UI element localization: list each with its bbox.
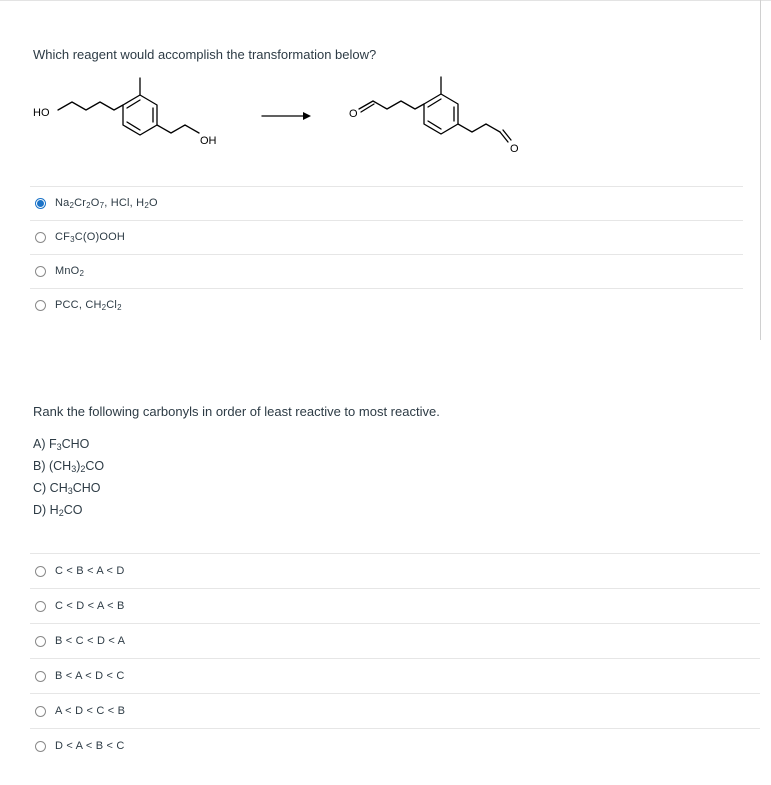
option-label: C < D < A < B — [55, 600, 125, 612]
ranking-option-4[interactable] — [30, 658, 760, 693]
radio-button[interactable] — [35, 671, 46, 682]
question-2-text: Rank the following carbonyls in order of least reactive to most reactive. — [33, 404, 440, 419]
radio-button[interactable] — [35, 300, 46, 311]
ranking-option-1[interactable] — [30, 553, 760, 588]
question-1-text: Which reagent would accomplish the transformation below? — [33, 47, 377, 62]
radio-button[interactable] — [35, 266, 46, 277]
radio-button[interactable] — [35, 636, 46, 647]
option-label: B < A < D < C — [55, 670, 125, 682]
option-label: $Na_2Cr_2O_7$, HCl, $H_2O$ — [55, 197, 158, 210]
option-label: $CF_3C(O)OOH$ — [55, 231, 126, 244]
question-2-options — [30, 553, 760, 763]
reagent-option-3[interactable] — [30, 254, 743, 288]
option-label: C < B < A < D — [55, 565, 125, 577]
ranking-option-2[interactable] — [30, 588, 760, 623]
reagent-option-4[interactable] — [30, 288, 743, 322]
radio-button[interactable] — [35, 741, 46, 752]
option-label: D < A < B < C — [55, 740, 125, 752]
radio-button[interactable] — [35, 706, 46, 717]
top-divider — [0, 0, 771, 1]
question-1-options — [30, 186, 743, 322]
reagent-option-2[interactable] — [30, 220, 743, 254]
ranking-option-5[interactable] — [30, 693, 760, 728]
reactant-oh-label: OH — [200, 135, 217, 147]
reactant-ho-label: HO — [33, 107, 50, 119]
radio-button[interactable] — [35, 232, 46, 243]
reagent-option-1[interactable] — [30, 186, 743, 220]
carbonyl-item: C) $CH_3CHO$ — [33, 481, 101, 496]
arrow-head — [303, 112, 311, 120]
carbonyl-item: D) $H_2CO$ — [33, 503, 83, 518]
scrollbar-track[interactable] — [760, 0, 761, 340]
option-label: A < D < C < B — [55, 705, 126, 717]
carbonyl-list — [33, 433, 104, 521]
ranking-option-3[interactable] — [30, 623, 760, 658]
carbonyl-item: A) $F_3CHO$ — [33, 437, 90, 452]
radio-button[interactable] — [35, 566, 46, 577]
reaction-scheme — [0, 70, 560, 170]
option-label: PCC, $CH_2Cl_2$ — [55, 299, 122, 312]
product-left-o-label: O — [349, 108, 358, 120]
product-right-o-label: O — [510, 143, 519, 155]
option-label: MnO$_2$ — [55, 265, 85, 278]
carbonyl-item: B) $(CH_3)_2CO$ — [33, 459, 105, 474]
ranking-option-6[interactable] — [30, 728, 760, 763]
radio-button[interactable] — [35, 198, 46, 209]
radio-button[interactable] — [35, 601, 46, 612]
option-label: B < C < D < A — [55, 635, 126, 647]
